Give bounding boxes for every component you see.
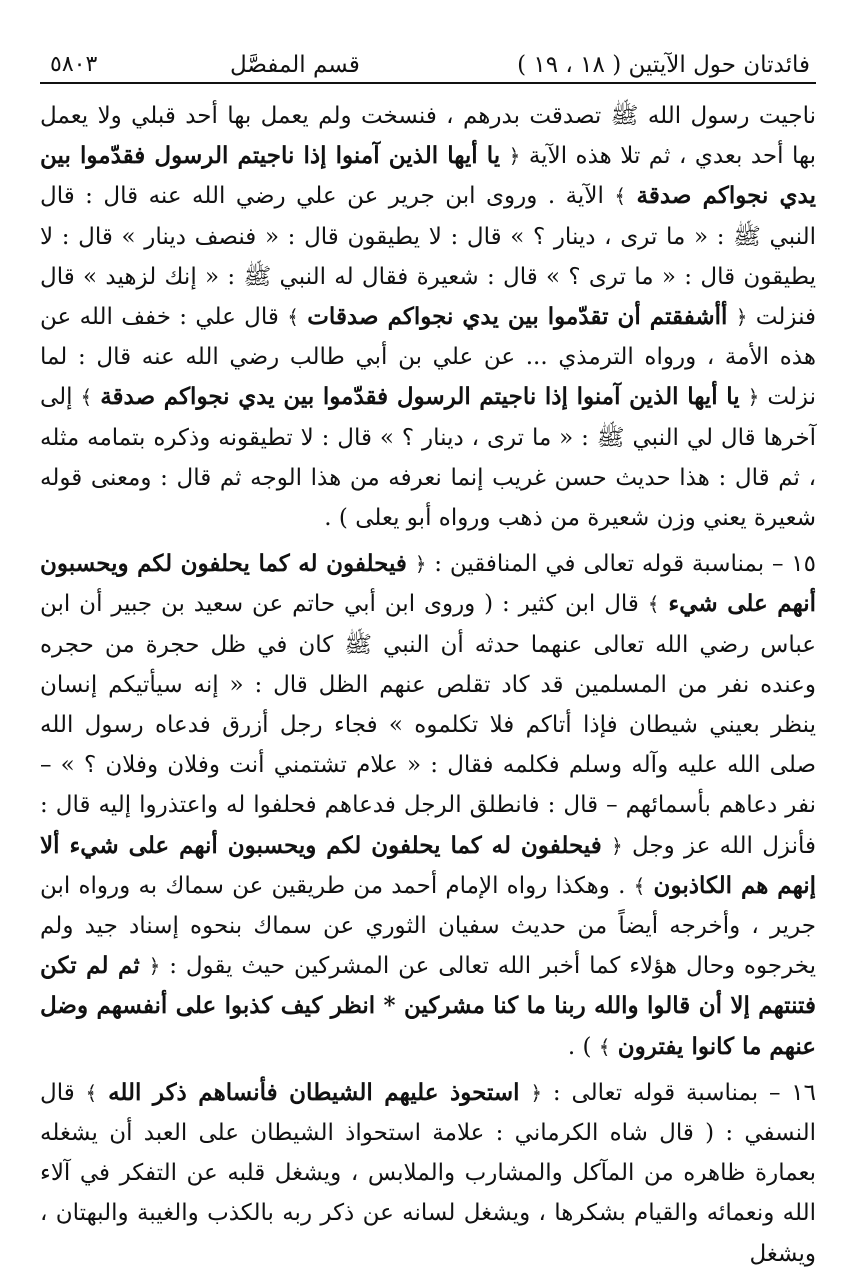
- quran-verse: أأشفقتم أن تقدّموا بين يدي نجواكم صدقات: [307, 303, 728, 331]
- quran-open-bracket: ﴿: [735, 305, 748, 330]
- page-header: [40, 38, 816, 84]
- quran-verse: استحوذ عليهم الشيطان فأنساهم ذكر الله: [108, 1078, 520, 1106]
- body-text: ) .: [567, 1033, 599, 1060]
- page-body: [40, 96, 816, 1274]
- quran-open-bracket: ﴿: [610, 833, 623, 858]
- quran-close-bracket: ﴾: [633, 873, 646, 898]
- body-text: إلى آخرها قال لي النبي ﷺ : « ما ترى ، دينار ؟ » قال : لا تطيقونه وذكره بتمامه مثله ، ثم قال : هذا حديث حسن غريب إنما نعرفه من هذا الوجه ثم قال : ومعنى قوله شعيرة يعني وزن شعيرة من ذهب ورواه أبو يعلى ) .: [40, 384, 816, 532]
- body-text: قال علي : خفف الله عن هذه الأمة ، ورواه الترمذي ... عن علي بن أبي طالب رضي الله عنه قال : لما نزلت: [40, 304, 817, 411]
- quran-verse: يا أيها الذين آمنوا إذا ناجيتم الرسول فقدّموا بين يدي نجواكم صدقة: [100, 383, 740, 411]
- quran-open-bracket: ﴿: [414, 552, 427, 577]
- running-title: فائدتان حول الآيتين ( ١٨ ، ١٩ ): [517, 52, 810, 78]
- quran-close-bracket: ﴾: [614, 184, 627, 209]
- body-text: قال النسفي : ( قال شاه الكرماني : علامة استحواذ الشيطان على العبد أن يشغله بعمارة ظاهره من المآكل والمشارب والملابس ، ويشغل قلبه عن التفكر في آلاء الله ونعمائه والقيام بشكرها ، ويشغل لسانه عن ذكر ربه بالكذب والغيبة والبهتان ، ويشغل: [40, 1079, 816, 1267]
- body-text: ناجيت رسول الله ﷺ تصدقت بدرهم ، فنسخت ولم يعمل بها أحد قبلي ولا يعمل بها أحد بعدي ، ثم تلا هذه الآية: [40, 103, 816, 170]
- quran-close-bracket: ﴾: [598, 1034, 611, 1059]
- body-text: ١٥ – بمناسبة قوله تعالى في المنافقين :: [426, 551, 816, 578]
- body-text: الآية . وروى ابن جرير عن علي رضي الله عنه قال : قال النبي ﷺ : « ما ترى ، دينار ؟ » قال : لا يطيقون قال : « فنصف دينار » قال : لا يطيقون قال : « ما ترى ؟ » قال : شعيرة فقال له النبي ﷺ : « إنك لزهيد » قال فنزلت: [40, 183, 817, 331]
- page-number: ٥٨٠٣: [50, 52, 98, 77]
- quran-verse: يا أيها الذين آمنوا إذا ناجيتم الرسول فقدّموا بين يدي نجواكم صدقة: [40, 142, 817, 210]
- quran-close-bracket: ﴾: [80, 385, 93, 410]
- numbered-paragraph-16: [40, 1073, 816, 1274]
- quran-verse: فيحلفون له كما يحلفون لكم ويحسبون أنهم على شيء: [40, 550, 816, 618]
- body-text: ١٦ – بمناسبة قوله تعالى :: [542, 1079, 817, 1106]
- quran-open-bracket: ﴿: [508, 144, 521, 169]
- quran-close-bracket: ﴾: [85, 1080, 98, 1105]
- body-text: قال ابن كثير : ( وروى ابن أبي حاتم عن سعيد بن جبير أن ابن عباس رضي الله تعالى عنهما حدثه أن النبي ﷺ كان في ظل حجرة من حجره وعنده نفر من المسلمين قد كاد تقلص عنهم الظل قال : « إنه سيأتيكم إنسان ينظر بعيني شيطان فإذا أتاكم فلا تكلموه » فجاء رجل أزرق فدعاه رسول الله صلى الله عليه وآله وسلم فكلمه فقال : « علام تشتمني أنت وفلان وفلان ؟ » – نفر دعاهم بأسمائهم – قال : فانطلق الرجل فدعاهم فحلفوا له واعتذروا إليه قال : فأنزل الله عز وجل: [40, 591, 816, 859]
- quran-open-bracket: ﴿: [747, 385, 760, 410]
- quran-open-bracket: ﴿: [530, 1080, 543, 1105]
- quran-close-bracket: ﴾: [647, 592, 660, 617]
- numbered-paragraph-15: [40, 544, 816, 1067]
- quran-close-bracket: ﴾: [287, 305, 299, 330]
- quran-verse: فيحلفون له كما يحلفون لكم ويحسبون أنهم على شيء ألا إنهم هم الكاذبون: [40, 831, 816, 899]
- quran-open-bracket: ﴿: [148, 954, 161, 979]
- section-title: قسم المفصَّل: [230, 52, 360, 78]
- paragraph: [40, 96, 816, 538]
- body-text: . وهكذا رواه الإمام أحمد من طريقين عن سماك به ورواه ابن جرير ، وأخرجه أيضاً من حديث سفيان الثوري عن سماك بنحوه إسناد جيد ولم يخرجوه وحال هؤلاء كما أخبر الله تعالى عن المشركين حيث يقول :: [40, 872, 817, 980]
- quran-verse: ثم لم تكن فتنتهم إلا أن قالوا والله ربنا ما كنا مشركين * انظر كيف كذبوا على أنفسهم وضل عنهم ما كانوا يفترون: [40, 952, 816, 1060]
